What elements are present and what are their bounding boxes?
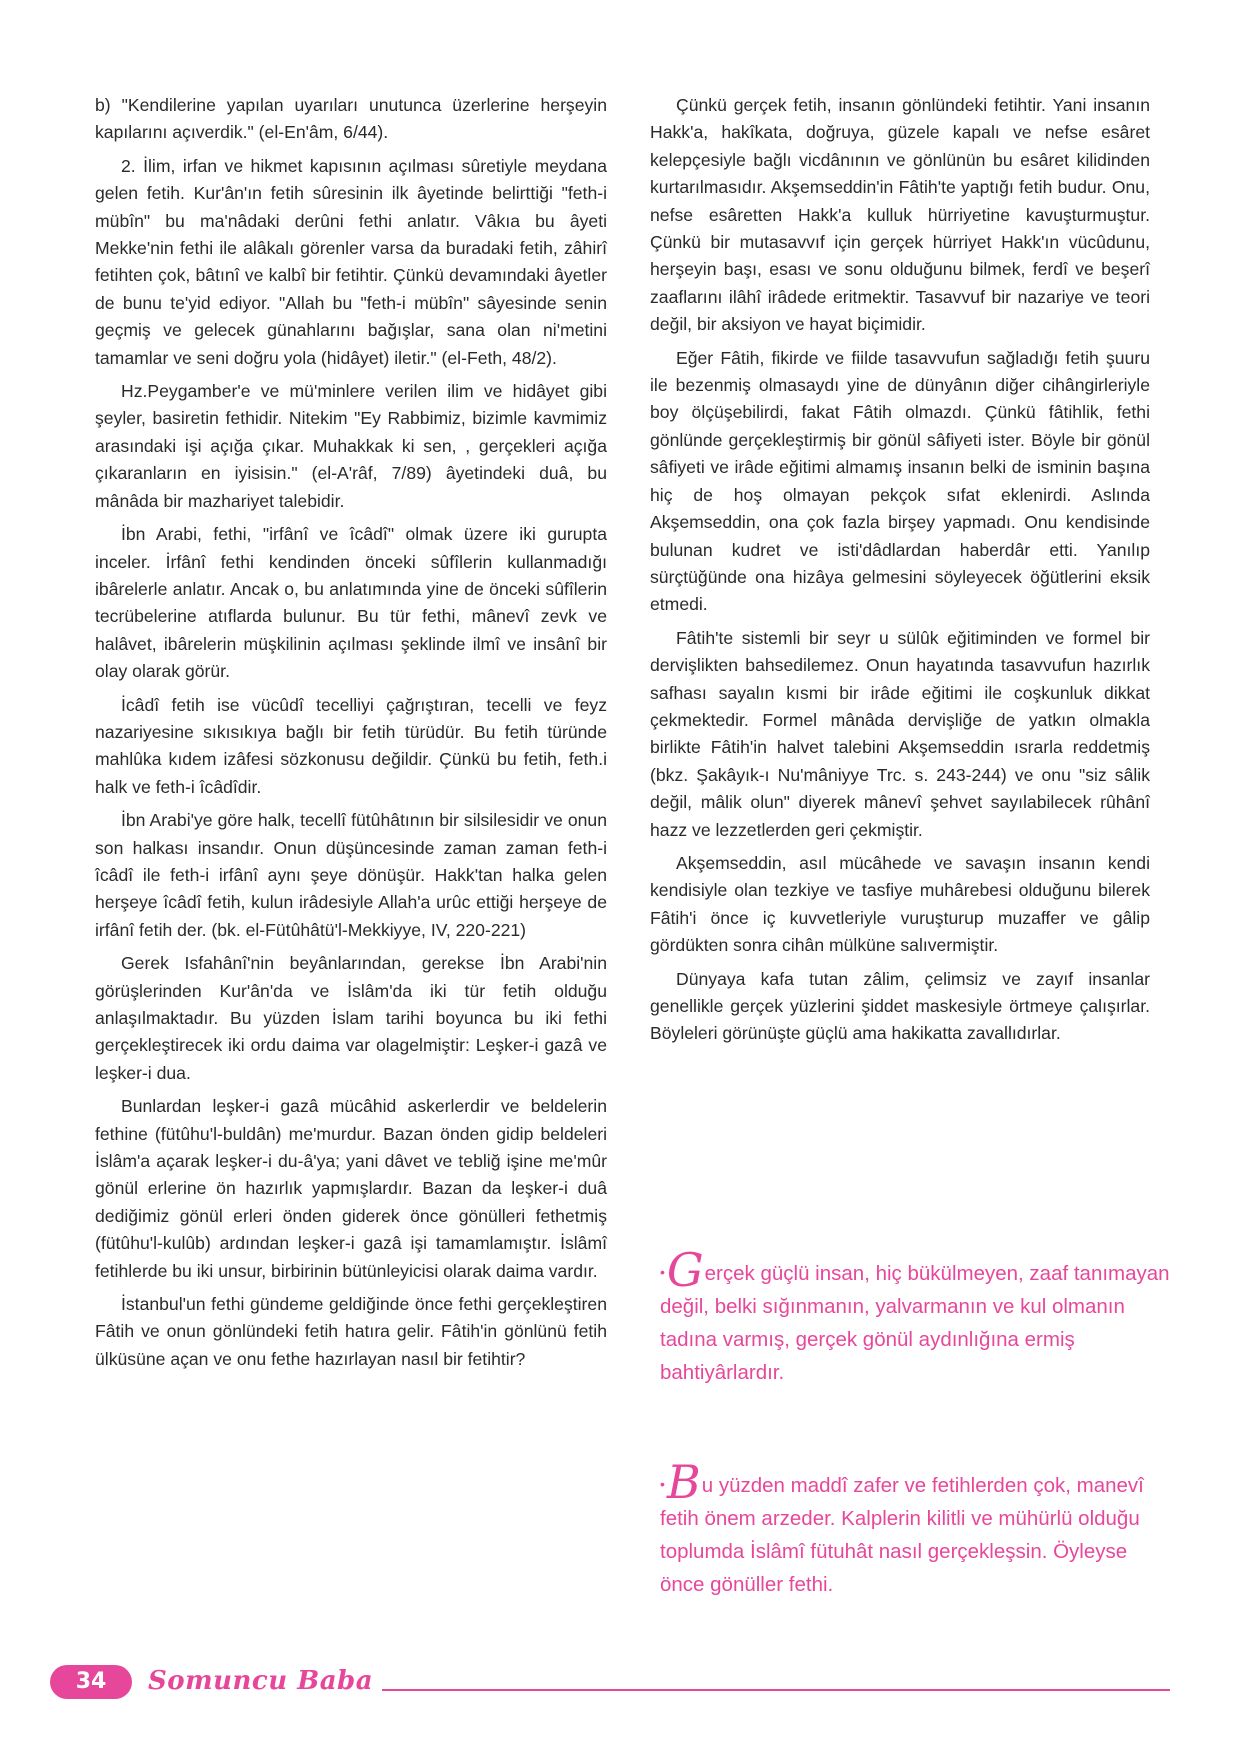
magazine-title: Somuncu Baba xyxy=(148,1666,374,1696)
footer-divider xyxy=(382,1689,1170,1691)
paragraph: Eğer Fâtih, fikirde ve fiilde tasavvufun sağladığı fetih şuuru ile bezenmiş olmasaydı yine de dünyânın diğer cihângirleriyle boy ölçüşebilirdi, fakat Fâtih olmazdı. Çünkü fâtihlik, fethi gönlünde gerçekleştirmiş bir gönül sâfiyeti ister. Böyle bir gönül sâfiyeti ve irâde eğitimi almamış insanın belki de isminin başına hiç de hoş olmayan pekçok sıfat eklenirdi. Aslında Akşemseddin, ona çok fazla birşey yapmadı. Onu kendisinde bulunan kudret ve isti'dâdlardan haberdâr etti. Yanılıp sürçtüğünde ona hizâya gelmesini söyleyecek öğütlerini eksik etmedi. xyxy=(650,347,1150,615)
paragraph: İbn Arabi'ye göre halk, tecellî fütûhâtının bir silsilesidir ve onun son halkası insandır. Onun düşüncesinde zaman zaman feth-i îcâdî ile feth-i irfânî aynı şeye dönüşür. Hakk'tan halka gelen herşeye îcâdî fetih, kulun irâdesiyle Allah'a urûc ettiği herşeye de irfânî fetih der. (bk. el-Fütûhâtü'l-Mekkiyye, IV, 220-221) xyxy=(95,810,607,940)
quote-text: erçek güçlü insan, hiç bükülmeyen, zaaf tanımayan değil, belki sığınmanın, yalvarmanın ve kul olmanın tadına varmış, gerçek gönül aydınlığına ermiş bahtiyârlardır. xyxy=(660,1262,1170,1384)
paragraph: İstanbul'un fethi gündeme geldiğinde önce fethi gerçekleştiren Fâtih ve onun gönlündeki fetih hatıra gelir. Fâtih'in gönlünü fetih ülküsüne açan ve onu fethe hazırlayan nasıl bir fetihtir? xyxy=(95,1294,607,1369)
pull-quote-2 xyxy=(660,1455,1170,1601)
page-number-badge: 34 xyxy=(50,1665,132,1699)
paragraph: Akşemseddin, asıl mücâhede ve savaşın insanın kendi kendisiyle olan tezkiye ve tasfiye muhârebesi olduğunu bilerek Fâtih'i önce iç kuvvetleriyle vuruşturup muzaffer ve gâlip gördükten sonra cihân mülküne salıvermiştir. xyxy=(650,852,1150,956)
quote-bullet: • xyxy=(660,1476,665,1492)
right-text-column xyxy=(650,92,1150,1054)
paragraph: İcâdî fetih ise vücûdî tecelliyi çağrıştıran, tecelli ve feyz nazariyesine sıkısıkıya bağlı bir fetih türüdür. Bu fetih türünde mahlûka kıdem izâfesi sözkonusu değildir. Çünkü bu fetih, feth.i halk ve feth-i îcâdîdir. xyxy=(95,694,607,797)
paragraph: 2. İlim, irfan ve hikmet kapısının açılması sûretiyle meydana gelen fetih. Kur'ân'ın fetih sûresinin ilk âyetinde belirttiği "feth-i mübîn" bu ma'nâdaki derûni fethi anlatır. Vâkıa bu âyeti Mekke'nin fethi ile alâkalı görenler varsa da buradaki fetih, zâhirî fetihten çok, bâtınî ve kalbî bir fetihtir. Çünkü devamındaki âyetler de bunu te'yid ediyor. "Allah bu "feth-i mübîn" sâyesinde senin geçmiş ve gelecek günahlarını bağışlar, sana olan ni'metini tamamlar ve seni doğru yola (hidâyet) iletir." (el-Feth, 48/2). xyxy=(95,155,607,368)
quote-initial-letter: B xyxy=(666,1455,701,1509)
page-footer xyxy=(0,1655,1240,1715)
paragraph: Gerek Isfahânî'nin beyânlarından, gerekse İbn Arabi'nin görüşlerinden Kur'ân'da ve İslâm'da iki tür fetih olduğu anlaşılmaktadır. Bu yüzden İslam tarihi boyunca bu iki fethi gerçekleştirecek iki ordu daima var olagelmiştir: Leşker-i gazâ ve leşker-i dua. xyxy=(95,953,607,1083)
paragraph: b) "Kendilerine yapılan uyarıları unutunca üzerlerine herşeyin kapılarını açıverdik." (el-En'âm, 6/44). xyxy=(95,95,607,143)
paragraph: Çünkü gerçek fetih, insanın gönlündeki fetihtir. Yani insanın Hakk'a, hakîkata, doğruya, güzele kapalı ve nefse esâret kelepçesiyle bağlı vicdânının ve gönlünün bu esâret kilidinden kurtarılmasıdır. Akşemseddin'in Fâtih'te yaptığı fetih budur. Onu, nefse esâretten Hakk'a kulluk hürriyetine kavuşturmuştur. Çünkü bir mutasavvıf için gerçek hürriyet Hakk'ın vücûdunu, herşeyin başı, esası ve sonu olduğunu bilmek, ferdî ve beşerî zaaflarını ilâhî irâdede eritmektir. Tasavvuf bir nazariye ve teori değil, bir aksiyon ve hayat biçimidir. xyxy=(650,95,1150,335)
paragraph: Bunlardan leşker-i gazâ mücâhid askerlerdir ve beldelerin fethine (fütûhu'l-buldân) me'murdur. Bazan önden gidip beldeleri İslâm'a açarak leşker-i du-â'ya; yani dâvet ve tebliğ işine me'mûr gönül erlerine ön hazırlık yapmışlardır. Bazan da leşker-i duâ dediğimiz gönül erleri önden giderek önce gönülleri fethetmiş (fütûhu'l-kulûb) ardından leşker-i gazâ işi tamamlamıştır. İslâmî fetihlerde bu iki unsur, birbirinin bütünleyicisi olarak daima vardır. xyxy=(95,1096,607,1281)
pull-quote-1 xyxy=(660,1243,1170,1389)
quote-initial-letter: G xyxy=(666,1243,704,1297)
left-text-column xyxy=(95,92,607,1379)
paragraph: Hz.Peygamber'e ve mü'minlere verilen ilim ve hidâyet gibi şeyler, basiretin fethidir. Nitekim "Ey Rabbimiz, bizimle kavmimiz arasındaki işi açığa çıkar. Muhakkak ki sen, , gerçekleri açığa çıkaranların en iyisisin." (el-A'râf, 7/89) âyetindeki duâ, bu mânâda bir mazhariyet talebidir. xyxy=(95,381,607,511)
quote-text: u yüzden maddî zafer ve fetihlerden çok, manevî fetih önem arzeder. Kalplerin kilitli ve mühürlü olduğu toplumda İslâmî fütuhât nasıl gerçekleşsin. Öyleyse önce gönüller fethi. xyxy=(660,1474,1144,1596)
paragraph: İbn Arabi, fethi, "irfânî ve îcâdî" olmak üzere iki gurupta inceler. İrfânî fethi kendinden önceki sûfîlerin kullanmadığı ibârelerle anlatır. Ancak o, bu anlatımında yine de önceki sûfîlerin tecrübelerine atıflarda bulunur. Bu tür fethi, mânevî zevk ve halâvet, ibârelerin müşkilinin açılması şeklinde ilmî ve insânî bir olay olarak görür. xyxy=(95,524,607,682)
quote-bullet: • xyxy=(660,1264,665,1280)
paragraph: Dünyaya kafa tutan zâlim, çelimsiz ve zayıf insanlar genellikle gerçek yüzlerini şiddet maskesiyle örtmeye çalışırlar. Böyleleri görünüşte güçlü ama hakikatta zavallıdırlar. xyxy=(650,968,1150,1044)
paragraph: Fâtih'te sistemli bir seyr u sülûk eğitiminden ve formel bir dervişlikten bahsedilemez. Onun hayatında tasavvufun hazırlık safhası sayalın kısmi bir irâde eğitimi ile coşkunluk dikkat çekmektedir. Formel mânâda dervişliğe de yatkın olmakla birlikte Fâtih'in halvet talebini Akşemseddin ısrarla reddetmiş (bkz. Şakâyık-ı Nu'mâniyye Trc. s. 243-244) ve onu "siz sâlik değil, mâlik olun" diyerek mânevî şehvet sayılabilecek rûhânî hazz ve lezzetlerden geri çekmiştir. xyxy=(650,627,1150,840)
